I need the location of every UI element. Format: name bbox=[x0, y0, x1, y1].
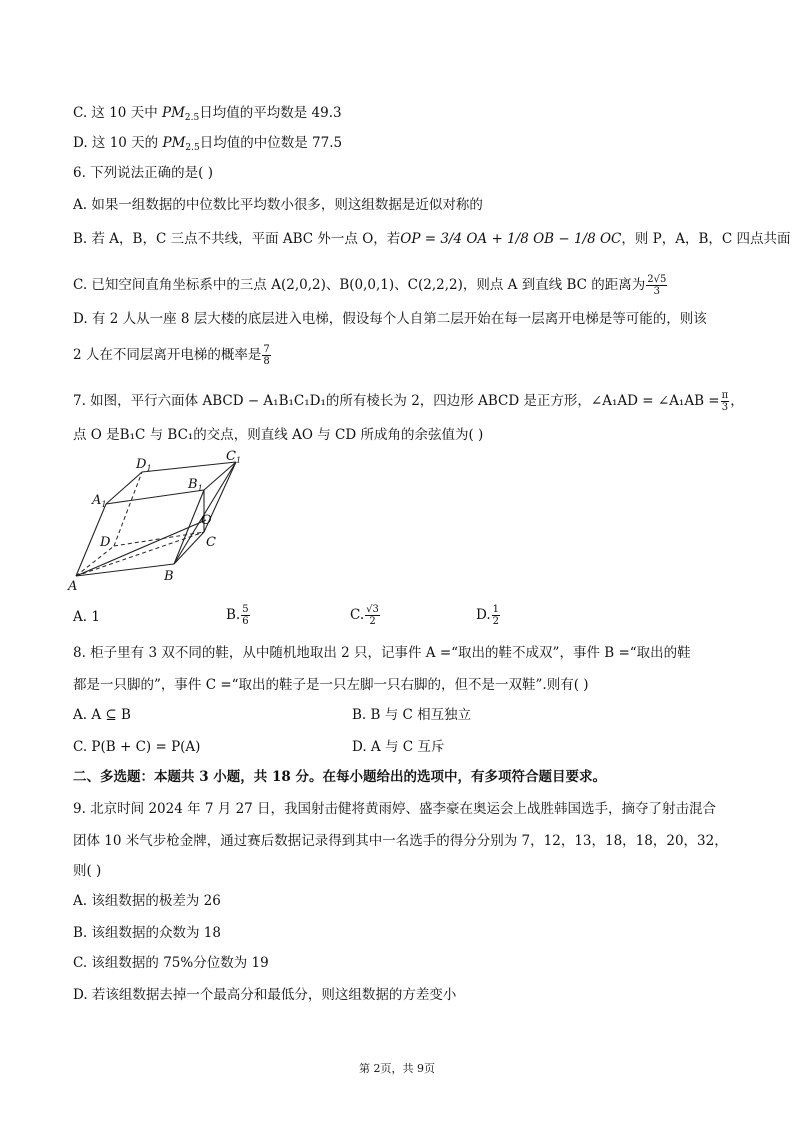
hidden-edge-D-C bbox=[114, 532, 204, 546]
q6-option-c bbox=[73, 274, 668, 297]
q7-stem-suffix: ， bbox=[730, 393, 744, 409]
fraction-denominator: 6 bbox=[242, 616, 249, 627]
label-D1: $D_1$ bbox=[136, 457, 152, 473]
label-C: C bbox=[206, 535, 216, 550]
fraction-denominator: 2 bbox=[492, 616, 500, 627]
fraction-numerator: π bbox=[721, 390, 729, 401]
q6-option-d-fraction bbox=[262, 344, 270, 367]
q8-option-b: B. B 与 C 相互独立 bbox=[352, 707, 472, 723]
q6-option-b-prefix: B. 若 A，B，C 三点不共线，平面 ABC 外一点 O，若 bbox=[73, 231, 401, 247]
q6-option-d-line2 bbox=[73, 344, 272, 367]
option-label: C. bbox=[350, 607, 365, 623]
label-C1: $C_1$ bbox=[226, 449, 242, 465]
fraction-numerator: 2√5 bbox=[647, 274, 667, 285]
q6-option-d-line1: D. 有 2 人从一座 8 层大楼的底层进入电梯，假设每个人自第二层开始在每一层离开电梯是等可能的，则该 bbox=[73, 311, 707, 327]
q9-option-b: B. 该组数据的众数为 18 bbox=[73, 925, 221, 941]
q7-option-d-fraction bbox=[492, 604, 500, 627]
q7-option-b bbox=[226, 604, 251, 627]
q8-stem-line1: 8. 柜子里有 3 双不同的鞋，从中随机地取出 2 只，记事件 A =“取出的鞋不成双”，事件 B =“取出的鞋 bbox=[73, 645, 691, 661]
fraction-denominator: 2 bbox=[369, 616, 376, 627]
label-O: O bbox=[201, 513, 212, 528]
q7-stem-line1 bbox=[73, 390, 744, 413]
q6-option-c-text: C. 已知空间直角坐标系中的三点 A(2,0,2)、B(0,0,1)、C(2,2,2)，则点 A 到直线 BC 的距离为 bbox=[73, 277, 646, 293]
q6-option-c-fraction bbox=[646, 274, 667, 297]
q8-option-a: A. A ⊆ B bbox=[73, 707, 131, 723]
edge-A1-B1 bbox=[106, 490, 204, 504]
q8-stem-line2: 都是一只脚的”，事件 C =“取出的鞋子是一只左脚一只右脚的，但不是一双鞋”.则有( ) bbox=[73, 677, 589, 693]
q9-option-c: C. 该组数据的 75%分位数为 19 bbox=[73, 955, 269, 971]
fraction-numerator: 1 bbox=[492, 604, 500, 615]
q5-option-d-text: 日均值的中位数是 77.5 bbox=[199, 135, 343, 151]
q5-option-d-prefix: D. 这 10 天的 bbox=[73, 135, 163, 151]
q9-option-d: D. 若该组数据去掉一个最高分和最低分，则这组数据的方差变小 bbox=[73, 987, 457, 1003]
q7-option-d bbox=[476, 604, 501, 627]
label-B: B bbox=[164, 569, 174, 584]
option-label: D. bbox=[476, 607, 491, 623]
edge-D1-C1 bbox=[142, 462, 236, 472]
fraction-denominator: 3 bbox=[653, 286, 661, 297]
edge-B1-C1 bbox=[204, 462, 236, 490]
q7-option-b-fraction bbox=[241, 604, 249, 627]
q9-stem-line1: 9. 北京时间 2024 年 7 月 27 日，我国射击健将黄雨婷、盛李豪在奥运会上战胜韩国选手，摘夺了射击混合 bbox=[73, 801, 717, 817]
section-heading-multi-choice: 二、多选题：本题共 3 小题，共 18 分。在每小题给出的选项中，有多项符合题目要求。 bbox=[73, 769, 606, 785]
q7-option-c-fraction bbox=[365, 604, 380, 627]
fraction-denominator: 3 bbox=[721, 402, 729, 413]
label-A: A bbox=[68, 579, 78, 594]
pm-symbol: PM bbox=[161, 105, 185, 121]
q5-option-d bbox=[73, 134, 342, 152]
fraction-denominator: 8 bbox=[263, 356, 270, 367]
label-B1: $B_1$ bbox=[188, 477, 203, 493]
option-label: B. bbox=[226, 607, 241, 623]
label-A1: $A_1$ bbox=[92, 493, 107, 509]
q6-stem: 6. 下列说法正确的是( ) bbox=[73, 165, 213, 181]
q7-stem-line2: 点 O 是B₁C 与 BC₁的交点，则直线 AO 与 CD 所成角的余弦值为( ) bbox=[73, 427, 484, 443]
q8-option-c: C. P(B + C) = P(A) bbox=[73, 739, 201, 755]
q9-stem-line2: 团体 10 米气步枪金牌，通过赛后数据记录得到其中一名选手的得分分别为 7，12，13，18，18，20，32， bbox=[73, 833, 728, 849]
q6-option-b-suffix: ，则 P，A，B，C 四点共面 bbox=[621, 231, 791, 247]
q7-parallelepiped-figure bbox=[64, 448, 264, 594]
hidden-diag-A-C bbox=[76, 532, 204, 576]
label-D: D bbox=[100, 535, 111, 550]
fraction-numerator: 5 bbox=[242, 604, 249, 615]
pm-subscript: 2.5 bbox=[185, 143, 200, 153]
page-footer: 第 2页，共 9页 bbox=[359, 1062, 435, 1075]
q7-angle-fraction bbox=[721, 390, 730, 413]
pm-subscript: 2.5 bbox=[184, 113, 200, 123]
pm-symbol: PM bbox=[162, 135, 186, 151]
q9-stem-line3: 则( ) bbox=[73, 863, 102, 879]
fraction-numerator: 7 bbox=[263, 344, 270, 355]
q6-option-b bbox=[73, 230, 791, 248]
q8-option-d: D. A 与 C 互斥 bbox=[352, 739, 445, 755]
q5-option-c-prefix: C. 这 10 天中 bbox=[73, 105, 162, 121]
q7-option-a: A. 1 bbox=[73, 609, 100, 625]
q5-option-c-text: 日均值的平均数是 49.3 bbox=[199, 105, 342, 121]
hidden-edge-D-D1 bbox=[114, 472, 142, 546]
q5-option-c bbox=[73, 104, 342, 122]
q6-option-a: A. 如果一组数据的中位数比平均数小很多，则这组数据是近似对称的 bbox=[73, 197, 483, 213]
q7-option-c bbox=[350, 604, 381, 627]
q9-option-a: A. 该组数据的极差为 26 bbox=[73, 893, 221, 909]
q7-stem-text: 7. 如图，平行六面体 ABCD − A₁B₁C₁D₁的所有棱长为 2，四边形 ABCD 是正方形，∠A₁AD = ∠A₁AB = bbox=[73, 393, 720, 409]
q6-option-b-vector-equation: OP = 3/4 OA + 1/8 OB − 1/8 OC bbox=[400, 231, 622, 247]
q6-option-d-text: 2 人在不同层离开电梯的概率是 bbox=[73, 347, 262, 363]
fraction-numerator: √3 bbox=[366, 604, 379, 615]
